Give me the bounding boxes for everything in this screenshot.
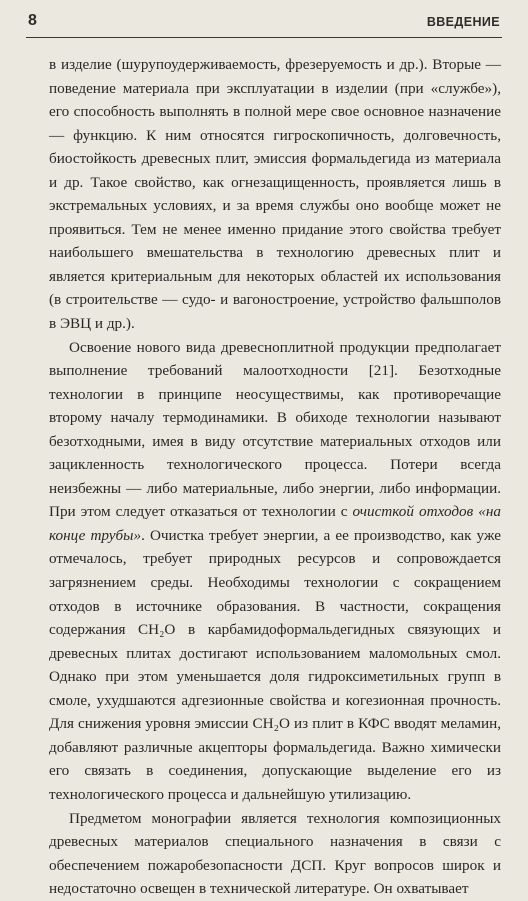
running-head: ВВЕДЕНИЕ [426,15,500,29]
paragraph-text: Освоение нового вида древесноплитной продукции предполагает выполнение требований малоотходности [21]. Безотходные технологии в принципе неосуществимы, как противоречащие второму началу термодинамики. В обиходе технологии называют безотходными, имея в виду отсутствие материальных отходов или зацикленность технологического процесса. Потери всегда неизбежны — либо материальные, либо энергии, либо информации. При этом следует отказаться от технологии с [49,338,501,521]
paragraph: Предметом монографии является технология композиционных древесных материалов специального назначения в связи с обеспечением пожаробезопасности ДСП. Круг вопросов широк и недостаточно освещен в технической литературе. Он охватывает [49,809,501,898]
header-rule [26,37,502,38]
paragraph: в изделие (шурупоудерживаемость, фрезеруемость и др.). Вторые — поведение материала при эксплуатации в изделии (при «службе»), его способность выполнять в полной мере свое основное назначение — функцию. К ним относятся гигроскопичность, долговечность, биостойкость древесных плит, эмиссия формальдегида из материала и др. Такое свойство, как огнезащищенность, проявляется лишь в экстремальных условиях, и за время службы оно вообще может не проявиться. Тем не менее именно придание этого свойства требует наибольшего вмешательства в технологию древесных плит и является критериальным для некоторых областей их использования (в строительстве — судо- и вагоностроение, устройство фальшполов в ЭВЦ и др.). [49,56,501,333]
page-number: 8 [28,12,37,29]
body-text [49,53,501,901]
italic-phrase: очисткой отходов «на конце трубы» [49,503,501,544]
paragraph-text: . Очистка требует энергии, а ее производство, как уже отмечалось, требует природных ресурсов и сопровождается загрязнением среды. Необходимы технологии с сокращением отходов в источнике образования. В частности, сокращения содержания CH₂O в карбамидоформальдегидных связующих и древесных плитах достигают использованием маломольных смол. Однако при этом уменьшается доля гидроксиметильных групп в смоле, ухудшаются адгезионные свойства и когезионная прочность. Для снижения уровня эмиссии CH₂O из плит в КФС вводят меламин, добавляют различные акцепторы формальдегида. Важно химически его связать в соединения, допускающие выделение его из технологического процесса и дальнейшую утилизацию. [49,526,501,803]
paragraph [49,336,501,807]
page-header [0,0,528,40]
